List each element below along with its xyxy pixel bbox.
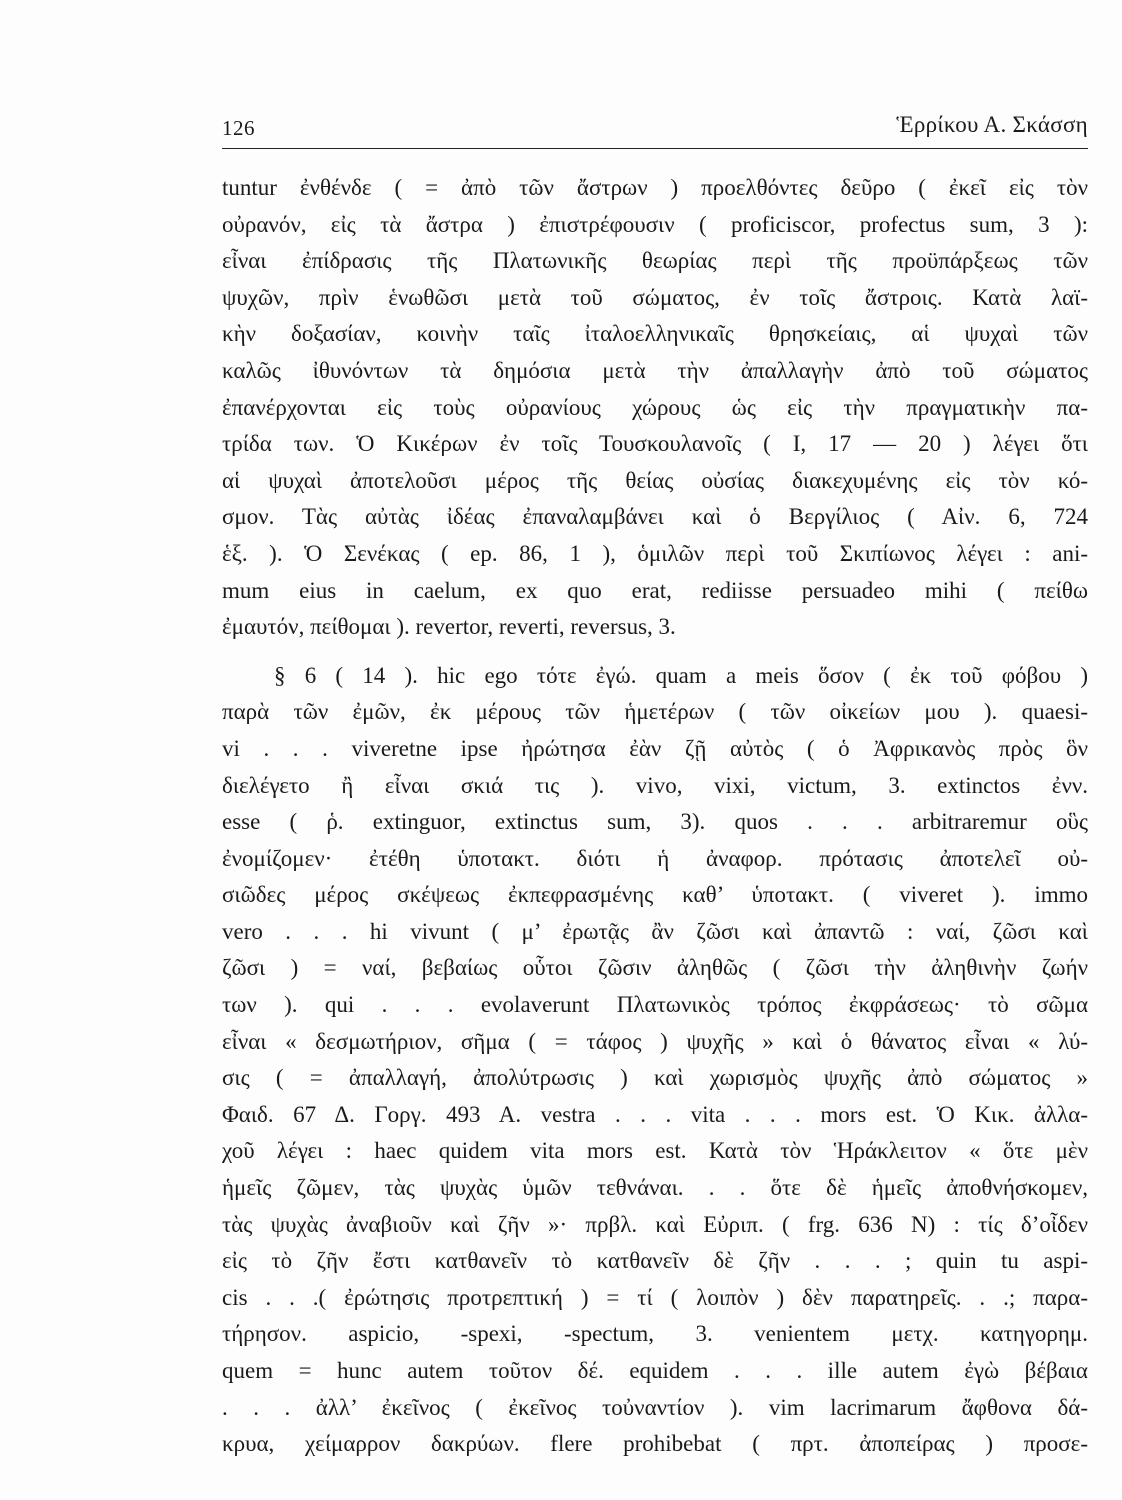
text-line: cis . . .( ἐρώτησις προτρεπτική ) = τί ( λοιπὸν ) δὲν παρατηρεῖς. . .; παρα-	[222, 1284, 1088, 1310]
text-line: vi . . . viveretne ipse ἠρώτησα ἐὰν ζῇ αὐτὸς ( ὁ Ἀφρικανὸς πρὸς ὃν	[222, 735, 1088, 761]
text-line: τρίδα των. Ὁ Κικέρων ἐν τοῖς Τουσκουλανοῖς ( I, 17 — 20 ) λέγει ὅτι	[222, 431, 1088, 457]
text-line: καλῶς ἰθυνόντων τὰ δημόσια μετὰ τὴν ἀπαλλαγὴν ἀπὸ τοῦ σώματος	[222, 357, 1088, 383]
text-line: . . . ἀλλ’ ἐκεῖνος ( ἐκεῖνος τοὐναντίον ). vim lacrimarum ἄφθονα δά-	[222, 1394, 1088, 1420]
text-line: κὴν δοξασίαν, κοινὴν ταῖς ἰταλοελληνικαῖς θρησκείαις, αἱ ψυχαὶ τῶν	[222, 321, 1088, 347]
text-line: ἑξ. ). Ὁ Σενέκας ( ep. 86, 1 ), ὁμιλῶν περὶ τοῦ Σκιπίωνος λέγει : ani-	[222, 540, 1088, 566]
text-line: κρυα, χείμαρρον δακρύων. flere prohibebat ( πρτ. ἀποπείρας ) προσε-	[222, 1431, 1088, 1457]
text-line: quem = hunc autem τοῦτον δέ. equidem . . . ille autem ἐγὼ βέβαια	[222, 1358, 1088, 1383]
text-line: αἱ ψυχαὶ ἀποτελοῦσι μέρος τῆς θείας οὐσίας διακεχυμένης εἰς τὸν κό-	[222, 467, 1088, 493]
body-text	[222, 170, 1088, 1463]
page-number: 126	[222, 116, 255, 140]
text-line: ψυχῶν, πρὶν ἑνωθῶσι μετὰ τοῦ σώματος, ἐν τοῖς ἄστροις. Κατὰ λαϊ-	[222, 284, 1088, 310]
text-line: ἐμαυτόν, πείθομαι ). revertor, reverti, reversus, 3.	[222, 614, 676, 640]
paragraph-2	[222, 658, 1088, 1463]
page-header	[222, 110, 1088, 144]
text-line: οὐρανόν, εἰς τὰ ἄστρα ) ἐπιστρέφουσιν ( proficiscor, profectus sum, 3 ):	[222, 211, 1088, 237]
text-line: esse ( ῥ. extinguor, extinctus sum, 3). quos . . . arbitraremur οὓς	[222, 809, 1088, 835]
text-line: Φαιδ. 67 Δ. Γοργ. 493 Α. vestra . . . vita . . . mors est. Ὁ Κικ. ἀλλα-	[222, 1101, 1088, 1127]
text-line: χοῦ λέγει : haec quidem vita mors est. Κατὰ τὸν Ἡράκλειτον « ὅτε μὲν	[222, 1138, 1088, 1164]
text-line: ἐνομίζομεν· ἐτέθη ὑποτακτ. διότι ἡ ἀναφορ. πρότασις ἀποτελεῖ οὐ-	[222, 845, 1088, 871]
text-line: ἡμεῖς ζῶμεν, τὰς ψυχὰς ὑμῶν τεθνάναι. . . ὅτε δὲ ἡμεῖς ἀποθνήσκομεν,	[222, 1175, 1088, 1201]
paragraph-gap	[222, 646, 1088, 658]
text-line: εἶναι ἐπίδρασις τῆς Πλατωνικῆς θεωρίας περὶ τῆς προϋπάρξεως τῶν	[222, 248, 1088, 274]
header-rule	[222, 148, 1088, 149]
text-line: τὰς ψυχὰς ἀναβιοῦν καὶ ζῆν »· πρβλ. καὶ Εὐριπ. ( frg. 636 N) : τίς δ’οἶδεν	[222, 1211, 1088, 1237]
text-line: tuntur ἐνθένδε ( = ἀπὸ τῶν ἄστρων ) προελθόντες δεῦρο ( ἐκεῖ εἰς τὸν	[222, 175, 1088, 200]
text-line: διελέγετο ἢ εἶναι σκιά τις ). vivo, vixi, victum, 3. extinctos ἐνν.	[222, 772, 1088, 798]
text-line: ἐπανέρχονται εἰς τοὺς οὐρανίους χώρους ὡς εἰς τὴν πραγματικὴν πα-	[222, 394, 1088, 420]
text-line: § 6 ( 14 ). hic ego τότε ἐγώ. quam a meis ὅσον ( ἐκ τοῦ φόβου )	[274, 662, 1088, 688]
running-head: Ἑρρίκου Α. Σκάσση	[896, 112, 1088, 137]
text-line: τήρησον. aspicio, -spexi, -spectum, 3. venientem μετχ. κατηγορημ.	[222, 1321, 1088, 1347]
text-line: παρὰ τῶν ἐμῶν, ἐκ μέρους τῶν ἡμετέρων ( τῶν οἰκείων μου ). quaesi-	[222, 699, 1088, 725]
text-line: vero . . . hi vivunt ( μ’ ἐρωτᾷς ἂν ζῶσι καὶ ἀπαντῶ : ναί, ζῶσι καὶ	[222, 918, 1088, 944]
text-line: σις ( = ἀπαλλαγή, ἀπολύτρωσις ) καὶ χωρισμὸς ψυχῆς ἀπὸ σώματος »	[222, 1065, 1088, 1091]
paragraph-1	[222, 170, 1088, 646]
text-line: εἶναι « δεσμωτήριον, σῆμα ( = τάφος ) ψυχῆς » καὶ ὁ θάνατος εἶναι « λύ-	[222, 1028, 1088, 1054]
text-line: σμον. Τὰς αὐτὰς ἰδέας ἐπαναλαμβάνει καὶ ὁ Βεργίλιος ( Αἰν. 6, 724	[222, 504, 1088, 530]
text-line: των ). qui . . . evolaverunt Πλατωνικὸς τρόπος ἐκφράσεως· τὸ σῶμα	[222, 992, 1088, 1018]
text-line: mum eius in caelum, ex quo erat, rediisse persuadeo mihi ( πείθω	[222, 577, 1088, 603]
text-line: σιῶδες μέρος σκέψεως ἐκπεφρασμένης καθ’ ὑποτακτ. ( viveret ). immo	[222, 882, 1088, 908]
text-line: εἰς τὸ ζῆν ἔστι κατθανεῖν τὸ κατθανεῖν δὲ ζῆν . . . ; quin tu aspi-	[222, 1248, 1088, 1274]
text-line: ζῶσι ) = ναί, βεβαίως οὗτοι ζῶσιν ἀληθῶς ( ζῶσι τὴν ἀληθινὴν ζωήν	[222, 955, 1088, 981]
